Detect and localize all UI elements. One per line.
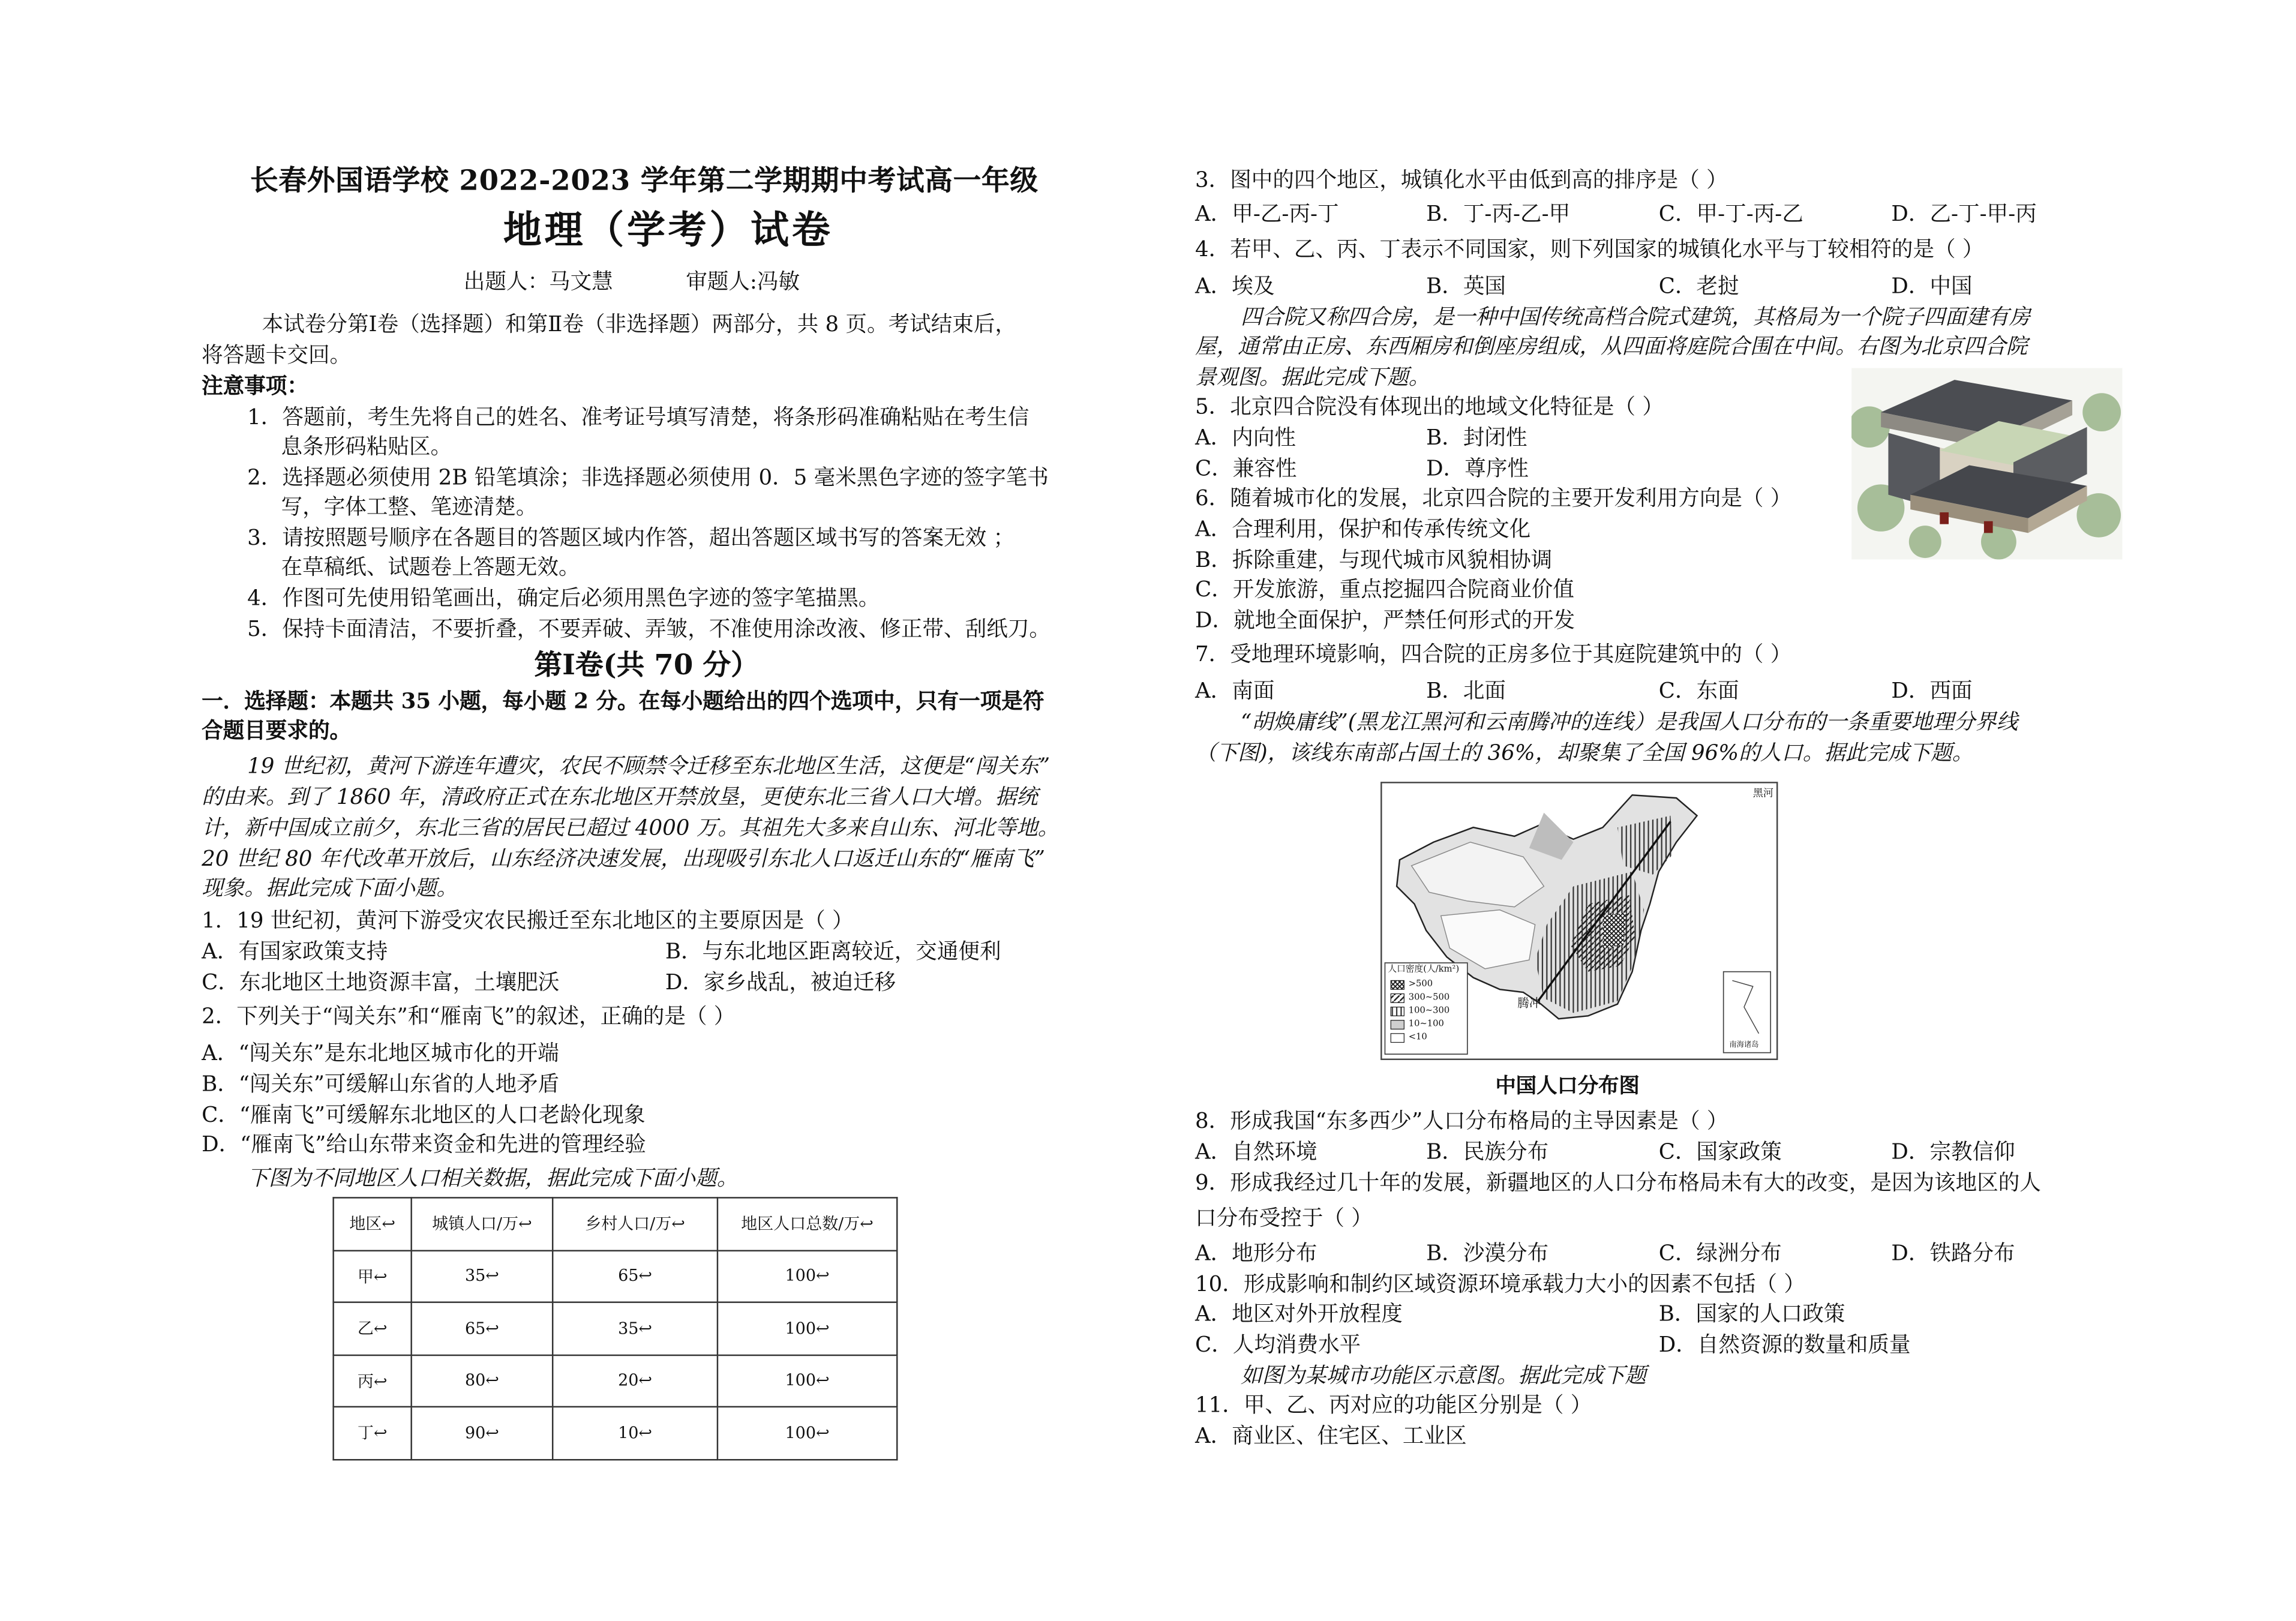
option: C．人均消费水平 xyxy=(1194,1334,1361,1358)
intro-line: 本试卷分第Ⅰ卷（选择题）和第Ⅱ卷（非选择题）两部分，共 8 页。考试结束后， xyxy=(262,313,1017,337)
option: A．埃及 xyxy=(1194,275,1275,299)
option: A．合理利用，保护和传承传统文化 xyxy=(1194,518,1531,542)
question-stem: 8．形成我国“东多西少”人口分布格局的主导因素是（ ） xyxy=(1194,1110,1728,1134)
passage-line: 20 世纪 80 年代改革开放后，山东经济决速发展，出现吸引东北人口返迁山东的“雁南飞” xyxy=(202,848,1045,872)
table-row xyxy=(334,1407,898,1459)
siheyuan-drawing xyxy=(1851,368,2122,560)
option: B．民族分布 xyxy=(1426,1140,1549,1165)
table-header: 地区↩ xyxy=(334,1197,412,1250)
option: A．有国家政策支持 xyxy=(202,941,388,965)
option: B．拆除重建，与现代城市风貌相协调 xyxy=(1194,549,1553,573)
table-cell: 90↩ xyxy=(412,1407,553,1459)
population-map xyxy=(1380,782,1778,1060)
note-item: 2．选择题必须使用 2B 铅笔填涂；非选择题必须使用 0．5 毫米黑色字迹的签字笔书 xyxy=(247,466,1049,491)
option: C．开发旅游，重点挖掘四合院商业价值 xyxy=(1194,578,1574,602)
siheyuan-image xyxy=(1851,368,2122,560)
option: C．甲-丁-丙-乙 xyxy=(1658,203,1803,227)
question-stem: 6．随着城市化的发展，北京四合院的主要开发利用方向是（ ） xyxy=(1194,487,1792,511)
intro-line: 将答题卡交回。 xyxy=(202,344,352,368)
option: B．沙漠分布 xyxy=(1426,1242,1549,1266)
passage-line: 四合院又称四合房，是一种中国传统高档合院式建筑，其格局为一个院子四面建有房 xyxy=(1241,306,2031,330)
table-cell: 丁↩ xyxy=(334,1407,412,1459)
table-cell: 100↩ xyxy=(718,1407,897,1459)
option: B．国家的人口政策 xyxy=(1658,1302,1845,1327)
question-stem: 9．形成我经过几十年的发展，新疆地区的人口分布格局未有大的改变，是因为该地区的人 xyxy=(1194,1172,2041,1196)
table-header: 地区人口总数/万↩ xyxy=(718,1197,897,1250)
option: D．自然资源的数量和质量 xyxy=(1658,1334,1911,1358)
table-intro: 下图为不同地区人口相关数据，据此完成下面小题。 xyxy=(247,1167,739,1191)
table-header: 乡村人口/万↩ xyxy=(553,1197,718,1250)
option: A．甲-乙-丙-丁 xyxy=(1194,203,1339,227)
option: C．东北地区土地资源丰富，土壤肥沃 xyxy=(202,971,560,995)
option: A．南面 xyxy=(1194,680,1275,704)
table-cell: 65↩ xyxy=(412,1302,553,1355)
passage-line: （下图)，该线东南部占国土的 36%，却聚集了全国 96%的人口。据此完成下题。 xyxy=(1194,742,1974,766)
label-heihe: 黑河 xyxy=(1752,787,1774,800)
option: B．英国 xyxy=(1426,275,1506,299)
legend-item: <10 xyxy=(1408,1032,1427,1043)
table-cell: 100↩ xyxy=(718,1355,897,1407)
note-item: 在草稿纸、试题卷上答题无效。 xyxy=(281,556,580,580)
population-map-drawing xyxy=(1382,784,1776,1059)
option: A．地区对外开放程度 xyxy=(1194,1302,1403,1327)
option: C．东面 xyxy=(1658,680,1739,704)
option: B．丁-丙-乙-甲 xyxy=(1426,203,1571,227)
passage-line: 计，新中国成立前夕，东北三省的居民已超过 4000 万。其祖先大多来自山东、河北等地。 xyxy=(202,817,1060,841)
option: A．内向性 xyxy=(1194,427,1296,451)
legend-item: 100~300 xyxy=(1408,1005,1450,1016)
option: C．老挝 xyxy=(1658,275,1739,299)
option: C．绿洲分布 xyxy=(1658,1242,1782,1266)
option: D．西面 xyxy=(1891,680,1973,704)
legend-item: >500 xyxy=(1408,978,1433,990)
option: B．北面 xyxy=(1426,680,1506,704)
note-item: 写，字体工整、笔迹清楚。 xyxy=(281,496,538,520)
table-cell: 100↩ xyxy=(718,1250,897,1302)
label-tengchong: 腾冲 xyxy=(1517,996,1541,1010)
passage-line: 现象。据此完成下面小题。 xyxy=(202,877,458,901)
option: D．家乡战乱，被迫迁移 xyxy=(665,971,896,995)
population-table xyxy=(332,1197,898,1460)
note-item: 息条形码粘贴区。 xyxy=(281,436,452,460)
option: D．乙-丁-甲-丙 xyxy=(1891,203,2037,227)
question-stem: 11．甲、乙、丙对应的功能区分别是（ ） xyxy=(1194,1394,1592,1418)
passage-line: 19 世纪初，黄河下游连年遭灾，农民不顾禁令迁移至东北地区生活，这便是“闯关东” xyxy=(247,755,1051,779)
section-instruction: 合题目要求的。 xyxy=(202,718,352,744)
option: D．宗教信仰 xyxy=(1891,1140,2015,1165)
question-stem: 3．图中的四个地区，城镇化水平由低到高的排序是（ ） xyxy=(1194,169,1728,193)
note-item: 1．答题前，考生先将自己的姓名、准考证号填写清楚，将条形码准确粘贴在考生信 xyxy=(247,406,1030,430)
option: D．中国 xyxy=(1891,275,1973,299)
question-stem: 1．19 世纪初，黄河下游受灾农民搬迁至东北地区的主要原因是（ ） xyxy=(202,909,854,933)
table-cell: 80↩ xyxy=(412,1355,553,1407)
passage-line: 屋，通常由正房、东西厢房和倒座房组成，从四面将庭院合围在中间。右图为北京四合院 xyxy=(1194,335,2028,359)
passage-line: 如图为某城市功能区示意图。据此完成下题 xyxy=(1241,1364,1646,1389)
passage-line: 景观图。据此完成下题。 xyxy=(1194,367,1430,391)
option: A．自然环境 xyxy=(1194,1140,1317,1165)
option: A．地形分布 xyxy=(1194,1242,1317,1266)
question-stem: 4．若甲、乙、丙、丁表示不同国家，则下列国家的城镇化水平与丁较相符的是（ ） xyxy=(1194,238,1984,262)
note-item: 4．作图可先使用铅笔画出，确定后必须用黑色字迹的签字笔描黑。 xyxy=(247,587,880,611)
option: D．就地全面保护，严禁任何形式的开发 xyxy=(1194,609,1575,634)
map-caption: 中国人口分布图 xyxy=(1495,1074,1640,1098)
question-stem: 7．受地理环境影响，四合院的正房多位于其庭院建筑中的（ ） xyxy=(1194,643,1792,667)
legend-title: 人口密度(人/km²) xyxy=(1388,964,1460,975)
question-stem: 口分布受控于（ ） xyxy=(1194,1207,1373,1231)
option: C．“雁南飞”可缓解东北地区的人口老龄化现象 xyxy=(202,1104,646,1128)
table-row xyxy=(334,1355,898,1407)
table-cell: 100↩ xyxy=(718,1302,897,1355)
option: A．“闯关东”是东北地区城市化的开端 xyxy=(202,1042,559,1066)
option: A．商业区、住宅区、工业区 xyxy=(1194,1425,1467,1449)
table-row xyxy=(334,1302,898,1355)
question-stem: 5．北京四合院没有体现出的地域文化特征是（ ） xyxy=(1194,396,1664,420)
passage-line: 的由来。到了 1860 年，清政府正式在东北地区开禁放垦，更使东北三省人口大增。据统 xyxy=(202,786,1038,810)
option: B．封闭性 xyxy=(1426,427,1527,451)
section-title: 第Ⅰ卷(共 70 分） xyxy=(534,649,759,682)
note-item: 3．请按照题号顺序在各题目的答题区域内作答，超出答题区域书写的答案无效 ； xyxy=(247,527,1015,551)
inset-label: 南海诸岛 xyxy=(1729,1041,1759,1050)
notes-title: 注意事项： xyxy=(202,374,308,400)
table-header: 城镇人口/万↩ xyxy=(412,1197,553,1250)
exam-title: 长春外国语学校 2022-2023 学年第二学期期中考试高一年级 xyxy=(250,164,1039,197)
option: B．与东北地区距离较近，交通便利 xyxy=(665,941,1001,965)
table-header-row xyxy=(334,1197,898,1250)
option: B．“闯关东”可缓解山东省的人地矛盾 xyxy=(202,1073,560,1097)
note-item: 5．保持卡面清洁，不要折叠，不要弄破、弄皱，不准使用涂改液、修正带、刮纸刀。 xyxy=(247,618,1051,642)
option: C．国家政策 xyxy=(1658,1140,1782,1165)
passage-line: “胡焕庸线”(黑龙江黑河和云南腾冲的连线）是我国人口分布的一条重要地理分界线 xyxy=(1241,711,2018,735)
exam-subtitle: 地理（学考）试卷 xyxy=(503,209,833,254)
table-cell: 20↩ xyxy=(553,1355,718,1407)
question-reviewer: 审题人:冯敏 xyxy=(686,271,800,295)
section-instruction: 一．选择题：本题共 35 小题，每小题 2 分。在每小题给出的四个选项中，只有一项是符 xyxy=(202,689,1045,715)
table-cell: 35↩ xyxy=(412,1250,553,1302)
option: D．铁路分布 xyxy=(1891,1242,2015,1266)
option: D．“雁南飞”给山东带来资金和先进的管理经验 xyxy=(202,1133,646,1157)
table-cell: 甲↩ xyxy=(334,1250,412,1302)
question-stem: 10．形成影响和制约区域资源环境承载力大小的因素不包括（ ） xyxy=(1194,1273,1806,1298)
table-row xyxy=(334,1250,898,1302)
legend-item: 10~100 xyxy=(1408,1019,1444,1029)
option: C．兼容性 xyxy=(1194,458,1297,482)
table-cell: 乙↩ xyxy=(334,1302,412,1355)
table-cell: 丙↩ xyxy=(334,1355,412,1407)
legend-item: 300~500 xyxy=(1408,992,1450,1003)
table-cell: 65↩ xyxy=(553,1250,718,1302)
table-cell: 10↩ xyxy=(553,1407,718,1459)
question-stem: 2．下列关于“闯关东”和“雁南飞”的叙述，正确的是（ ） xyxy=(202,1005,736,1029)
table-cell: 35↩ xyxy=(553,1302,718,1355)
option: D．尊序性 xyxy=(1426,458,1529,482)
question-setter: 出题人：马文慧 xyxy=(463,271,613,295)
